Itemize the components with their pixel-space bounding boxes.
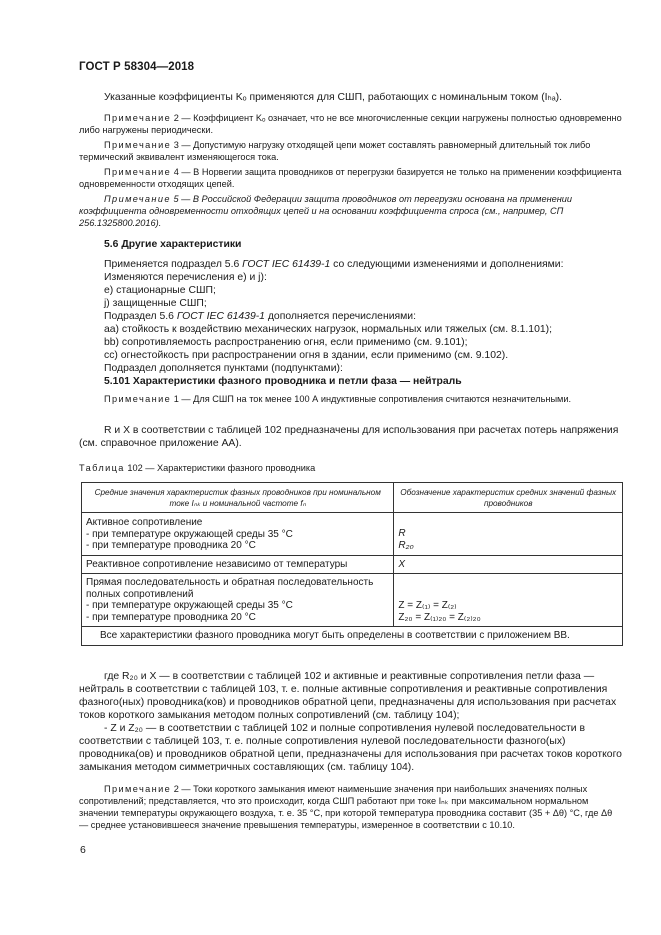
table-footnote: Все характеристики фазного проводника могут быть определены в соответствии с приложением BB. xyxy=(82,627,623,646)
note-2: Примечание 2 — Коэффициент Kₒ означает, что не все многочисленные секции нагружены полностью одновременно либо нагружены периодически. xyxy=(79,113,622,135)
paragraph-ko: Указанные коэффициенты Kₒ применяются для СШП, работающих с номинальным током (Iₕₐ). xyxy=(104,92,562,103)
page-number: 6 xyxy=(80,844,86,856)
table-caption: Таблица 102 — Характеристики фазного проводника xyxy=(79,463,316,473)
row-reactance-value: X xyxy=(394,555,623,574)
line-subsections: Подраздел дополняется пунктами (подпунктами): xyxy=(104,363,343,374)
note-3: Примечание 3 — Допустимую нагрузку отходящей цепи может составлять равномерный длительный ток либо термический эквивалент изменяющегося тока. xyxy=(79,140,591,162)
line-aa: aa) стойкость к воздействию механических нагрузок, нормальных или тяжелых (см. 8.1.101); xyxy=(104,324,552,335)
line-bb: bb) сопротивляемость распространению огня, если применимо (см. 9.101); xyxy=(104,337,468,348)
row-impedance-value: Z = Z₍₁₎ = Z₍₂₎ Z₂₀ = Z₍₁₎₂₀ = Z₍₂₎₂₀ xyxy=(394,574,623,627)
line-cc: cc) огнестойкость при распространении огня в здании, если применимо (см. 9.102). xyxy=(104,350,509,361)
note-5: Примечание 5 — В Российской Федерации защита проводников от перегрузки основана на применении коэффициента одновременности отходящих цепей и на основании коэффициента спроса (см., например, СП 256.1325800.2016). xyxy=(79,194,573,228)
section-5-6-title: 5.6 Другие характеристики xyxy=(104,239,242,250)
row-impedance-label: Прямая последовательность и обратная последовательность полных сопротивлений - при температуре окружающей среды 35 °C - при температуре проводника 20 °C xyxy=(82,574,394,627)
section-5-101-title: 5.101 Характеристики фазного проводника и петли фаза — нейтраль xyxy=(104,376,462,387)
line-changes: Изменяются перечисления e) и j): xyxy=(104,272,267,283)
line-j: j) защищенные СШП; xyxy=(104,298,207,309)
line-supplement: Подраздел 5.6 ГОСТ IEC 61439-1 дополняется перечислениями: xyxy=(104,311,416,322)
section-5-6-body xyxy=(104,258,624,388)
row-resistance-label: Активное сопротивление - при температуре окружающей среды 35 °C - при температуре проводника 20 °C xyxy=(82,513,394,556)
paragraph-r20: где R₂₀ и X — в соответствии с таблицей 102 и активные и реактивные сопротивления петли фаза — нейтраль в соответствии с таблицей 103, т. е. полные активные сопротивления и реактивные сопротивления фазного(ных) проводника(ков) и проводников обратной цепи, предназначены для использования при расчетах токов короткого замыкания методом полных сопротивлений (см. таблицу 104); xyxy=(79,671,617,721)
note-1: Примечание 1 — Для СШП на ток менее 100 А индуктивные сопротивления считаются незначительными. xyxy=(104,394,572,404)
line-applies: Применяется подраздел 5.6 ГОСТ IEC 61439-1 со следующими изменениями и дополнениями: xyxy=(104,259,564,270)
row-reactance-label: Реактивное сопротивление независимо от температуры xyxy=(82,555,394,574)
note-2-short-circuit: Примечание 2 — Токи короткого замыкания имеют наименьшие значения при наибольших значениях полных сопротивлений; представляется, что это происходит, когда СШП работают при токе Iₙₖ при максимальном нормальном значении температуры окружающего воздуха, т. е. 35 °C, при которой температура проводника составит (35 + Δθ) °C, где Δθ — среднее установившееся значение превышения температуры, измеренное в соответствии с 10.10. xyxy=(79,784,613,830)
table-102 xyxy=(81,482,623,646)
document-header: ГОСТ Р 58304—2018 xyxy=(79,61,195,73)
note-4: Примечание 4 — В Норвегии защита проводников от перегрузки базируется не только на применении коэффициента одновременности отходящих цепей. xyxy=(79,167,622,189)
paragraph-rx: R и X в соответствии с таблицей 102 предназначены для использования при расчетах потерь напряжения (см. справочное приложение AA). xyxy=(79,425,619,449)
table-head-right: Обозначение характеристик средних значений фазных проводников xyxy=(394,483,623,513)
row-resistance-value: R R₂₀ xyxy=(394,513,623,556)
table-head-left: Средние значения характеристик фазных проводников при номинальном токе Iₙₖ и номинальной частоте fₙ xyxy=(82,483,394,513)
paragraph-z20: - Z и Z₂₀ — в соответствии с таблицей 102 и полные сопротивления нулевой последовательности в соответствии с таблицей 103, т. е. полные сопротивления нулевой последовательности фазного(ых) проводника(ов) и проводников обратной цепи, предназначены для использования при расчетах токов короткого замыкания методом симметричных составляющих (см. таблицу 104). xyxy=(79,723,622,773)
line-e: e) стационарные СШП; xyxy=(104,285,216,296)
